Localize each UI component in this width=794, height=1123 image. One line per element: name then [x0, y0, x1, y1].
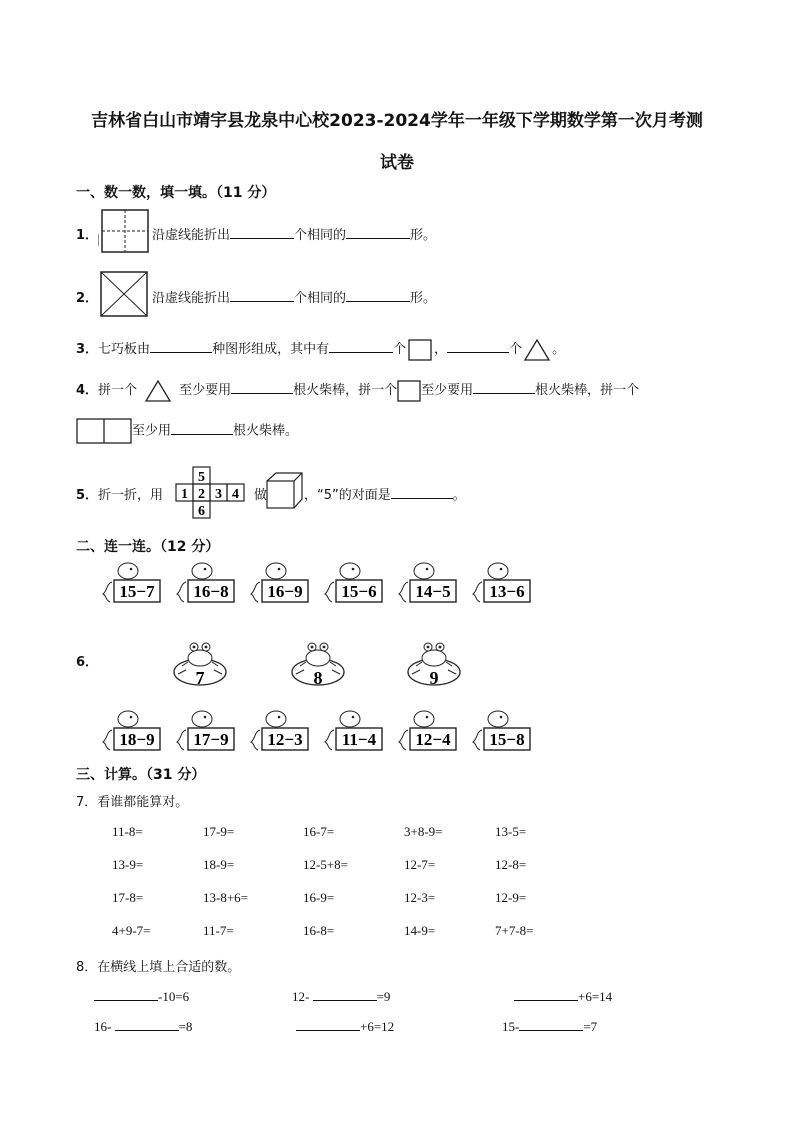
- balloon-icon: [322, 560, 386, 606]
- balloon-icon: [470, 708, 534, 754]
- calc-cell: 16-8=: [303, 923, 335, 938]
- fill-prefix: 12-: [292, 989, 313, 1004]
- square-diagonal-fold-figure: [98, 270, 150, 318]
- q4-text-g: 根火柴棒。: [233, 423, 299, 439]
- balloon-card[interactable]: [396, 560, 460, 610]
- triangle-icon: [145, 380, 171, 402]
- q4-blank-double-square[interactable]: [171, 422, 233, 435]
- balloon-icon: [396, 560, 460, 606]
- balloon-expression: 16−9: [267, 582, 303, 601]
- balloon-expression: 15−7: [119, 582, 155, 601]
- balloon-card[interactable]: [174, 708, 238, 758]
- section-2-heading: 二、连一连。（12 分）: [76, 539, 220, 555]
- balloon-icon: [248, 560, 312, 606]
- frog-number: 7: [195, 668, 205, 688]
- balloon-card[interactable]: [322, 560, 386, 610]
- q2-text-b: 个相同的: [294, 291, 347, 306]
- balloon-expression: 18−9: [119, 730, 155, 749]
- q5-text-c: ，“5”的对面是: [304, 488, 391, 503]
- balloon-card[interactable]: [174, 560, 238, 610]
- question-2: [76, 287, 98, 306]
- fill-prefix: 16-: [94, 1019, 115, 1034]
- balloon-expression: 11−4: [341, 730, 377, 749]
- q1-text-b: 个相同的: [294, 228, 347, 243]
- q5-blank-opposite-face[interactable]: [391, 486, 453, 499]
- fill-blank[interactable]: [94, 988, 158, 1001]
- q4-text-a: 拼一个: [98, 383, 138, 398]
- question-7-prompt: 7．看谁都能算对。: [76, 795, 189, 810]
- balloon-expression: 16−8: [193, 582, 229, 601]
- question-4-continued: [76, 418, 298, 444]
- q1-text-c: 形。: [410, 228, 437, 243]
- square-cross-fold-figure: [98, 208, 150, 254]
- balloon-icon: [470, 560, 534, 606]
- balloon-card[interactable]: [248, 560, 312, 610]
- frog-card[interactable]: [406, 634, 462, 692]
- q3-blank-triangles[interactable]: [447, 340, 509, 353]
- question-number: 4．: [76, 383, 99, 398]
- fill-blank[interactable]: [296, 1018, 360, 1031]
- q4-text-c: 根火柴棒，拼一个: [293, 383, 398, 398]
- balloon-expression: 15−6: [341, 582, 377, 601]
- fill-prefix: 15-: [502, 1019, 520, 1034]
- frog-card[interactable]: [172, 634, 228, 692]
- question-3: [76, 338, 565, 361]
- fill-suffix: -10=6: [158, 989, 190, 1004]
- balloon-card[interactable]: [248, 708, 312, 758]
- calc-cell: 13-5=: [495, 824, 527, 839]
- q2-text-c: 形。: [410, 291, 437, 306]
- q4-text-b: 至少要用: [179, 383, 232, 398]
- fill-item: [514, 988, 612, 1005]
- double-square-icon: [76, 418, 132, 444]
- q5-text-b: 做: [254, 488, 268, 503]
- balloon-icon: [100, 560, 164, 606]
- balloon-card[interactable]: [100, 560, 164, 610]
- calc-cell: 7+7-8=: [495, 923, 534, 938]
- net-face-right: 3: [215, 487, 222, 502]
- q4-text-f: 至少用: [132, 423, 172, 439]
- q3-text-b: 种图形组成，其中有: [212, 342, 330, 357]
- frog-on-lilypad-icon: [290, 634, 346, 688]
- balloon-card[interactable]: [396, 708, 460, 758]
- calc-cell: 12-8=: [495, 857, 527, 872]
- triangle-icon: [524, 339, 550, 361]
- top-balloon-row: [100, 560, 540, 606]
- fill-item: [502, 1018, 597, 1035]
- fill-suffix: =7: [583, 1019, 598, 1034]
- balloon-icon: [322, 708, 386, 754]
- calc-cell: 18-9=: [203, 857, 235, 872]
- balloon-card[interactable]: [470, 708, 534, 758]
- calc-cell: 12-3=: [404, 890, 436, 905]
- fill-suffix: =9: [376, 989, 391, 1004]
- question-number: 1．: [76, 228, 99, 243]
- balloon-card[interactable]: [470, 560, 534, 610]
- q3-text-e: 个: [509, 342, 523, 357]
- fill-item: [292, 988, 390, 1005]
- calc-cell: 16-9=: [303, 890, 335, 905]
- balloon-icon: [100, 708, 164, 754]
- calc-cell: 13-9=: [112, 857, 144, 872]
- calc-cell: 12-5+8=: [303, 857, 348, 872]
- balloon-expression: 15−8: [489, 730, 525, 749]
- calc-cell: 12-7=: [404, 857, 436, 872]
- question-number: 6．: [76, 655, 99, 670]
- question-number: 2．: [76, 291, 99, 306]
- frog-number: 9: [429, 668, 439, 688]
- q2-text-a: 沿虚线能折出: [152, 291, 231, 306]
- page-title: 吉林省白山市靖宇县龙泉中心校2023-2024学年一年级下学期数学第一次月考测: [91, 111, 703, 131]
- q4-text-d: 至少要用: [421, 383, 474, 398]
- fill-blank[interactable]: [115, 1018, 179, 1031]
- calc-cell: 4+9-7=: [112, 923, 151, 938]
- question-2-text: [152, 287, 436, 306]
- q3-text-d: ，: [434, 342, 448, 357]
- fill-suffix: +6=12: [360, 1019, 395, 1034]
- q4-blank-square[interactable]: [473, 381, 535, 394]
- question-1: [76, 224, 98, 243]
- calc-cell: 17-8=: [112, 890, 144, 905]
- balloon-icon: [396, 708, 460, 754]
- page-title-continued: 试卷: [380, 153, 414, 173]
- balloon-icon: [248, 708, 312, 754]
- calc-cell: 3+8-9=: [404, 824, 443, 839]
- q3-text-f: 。: [552, 342, 566, 357]
- section-1-heading: 一、数一数，填一填。（11 分）: [76, 185, 276, 201]
- square-icon: [397, 380, 421, 402]
- question-number: 5．: [76, 488, 99, 503]
- q5-text-d: 。: [452, 488, 466, 503]
- net-face-top: 5: [198, 470, 205, 485]
- question-5-text: [304, 484, 466, 503]
- calc-cell: 16-7=: [303, 824, 335, 839]
- question-1-text: [152, 224, 436, 243]
- q4-blank-triangle[interactable]: [231, 381, 293, 394]
- fill-item: [94, 988, 189, 1005]
- q1-blank-shape[interactable]: [346, 226, 410, 239]
- question-8-prompt: 8．在横线上填上合适的数。: [76, 960, 241, 975]
- q1-text-a: 沿虚线能折出: [152, 228, 231, 243]
- square-icon: [408, 339, 432, 361]
- frog-card[interactable]: [290, 634, 346, 692]
- question-6: [76, 651, 98, 670]
- section-3-heading: 三、计算。（31 分）: [76, 767, 206, 783]
- bottom-balloon-row: [100, 708, 540, 754]
- calc-cell: 11-8=: [112, 824, 143, 839]
- question-number: 3．: [76, 342, 99, 357]
- q3-text-c: 个: [393, 342, 407, 357]
- frog-on-lilypad-icon: [172, 634, 228, 688]
- q3-text-a: 七巧板由: [98, 342, 151, 357]
- calc-cell: 14-9=: [404, 923, 436, 938]
- fill-blank[interactable]: [514, 988, 578, 1001]
- balloon-expression: 14−5: [415, 582, 451, 601]
- balloon-icon: [174, 708, 238, 754]
- q2-blank-count[interactable]: [230, 289, 294, 302]
- net-face-bottom: 6: [198, 504, 205, 519]
- fill-suffix: +6=14: [578, 989, 613, 1004]
- balloon-expression: 17−9: [193, 730, 229, 749]
- net-face-center: 2: [198, 487, 205, 502]
- calc-cell: 13-8+6=: [203, 890, 248, 905]
- fill-suffix: =8: [178, 1019, 193, 1034]
- cube-icon: [266, 472, 304, 510]
- cube-net-figure: [172, 466, 250, 520]
- calc-cell: 12-9=: [495, 890, 527, 905]
- fill-blank[interactable]: [519, 1018, 583, 1031]
- q5-text-a: 折一折，用: [98, 488, 164, 503]
- q1-blank-count[interactable]: [230, 226, 294, 239]
- q3-blank-kinds[interactable]: [150, 340, 212, 353]
- net-face-far-right: 4: [232, 487, 239, 502]
- fill-item: [296, 1018, 394, 1035]
- question-4: [76, 379, 639, 402]
- balloon-expression: 12−3: [267, 730, 303, 749]
- frog-number: 8: [313, 668, 323, 688]
- q4-text-e: 根火柴棒，拼一个: [535, 383, 640, 398]
- balloon-card[interactable]: [322, 708, 386, 758]
- q3-blank-squares[interactable]: [329, 340, 393, 353]
- calc-cell: 17-9=: [203, 824, 235, 839]
- balloon-icon: [174, 560, 238, 606]
- frog-on-lilypad-icon: [406, 634, 462, 688]
- fill-item: [94, 1018, 192, 1035]
- balloon-expression: 12−4: [415, 730, 451, 749]
- calc-cell: 11-7=: [203, 923, 234, 938]
- net-face-left: 1: [181, 487, 188, 502]
- q2-blank-shape[interactable]: [346, 289, 410, 302]
- question-5: [76, 484, 163, 503]
- balloon-expression: 13−6: [489, 582, 525, 601]
- balloon-card[interactable]: [100, 708, 164, 758]
- fill-blank[interactable]: [313, 988, 377, 1001]
